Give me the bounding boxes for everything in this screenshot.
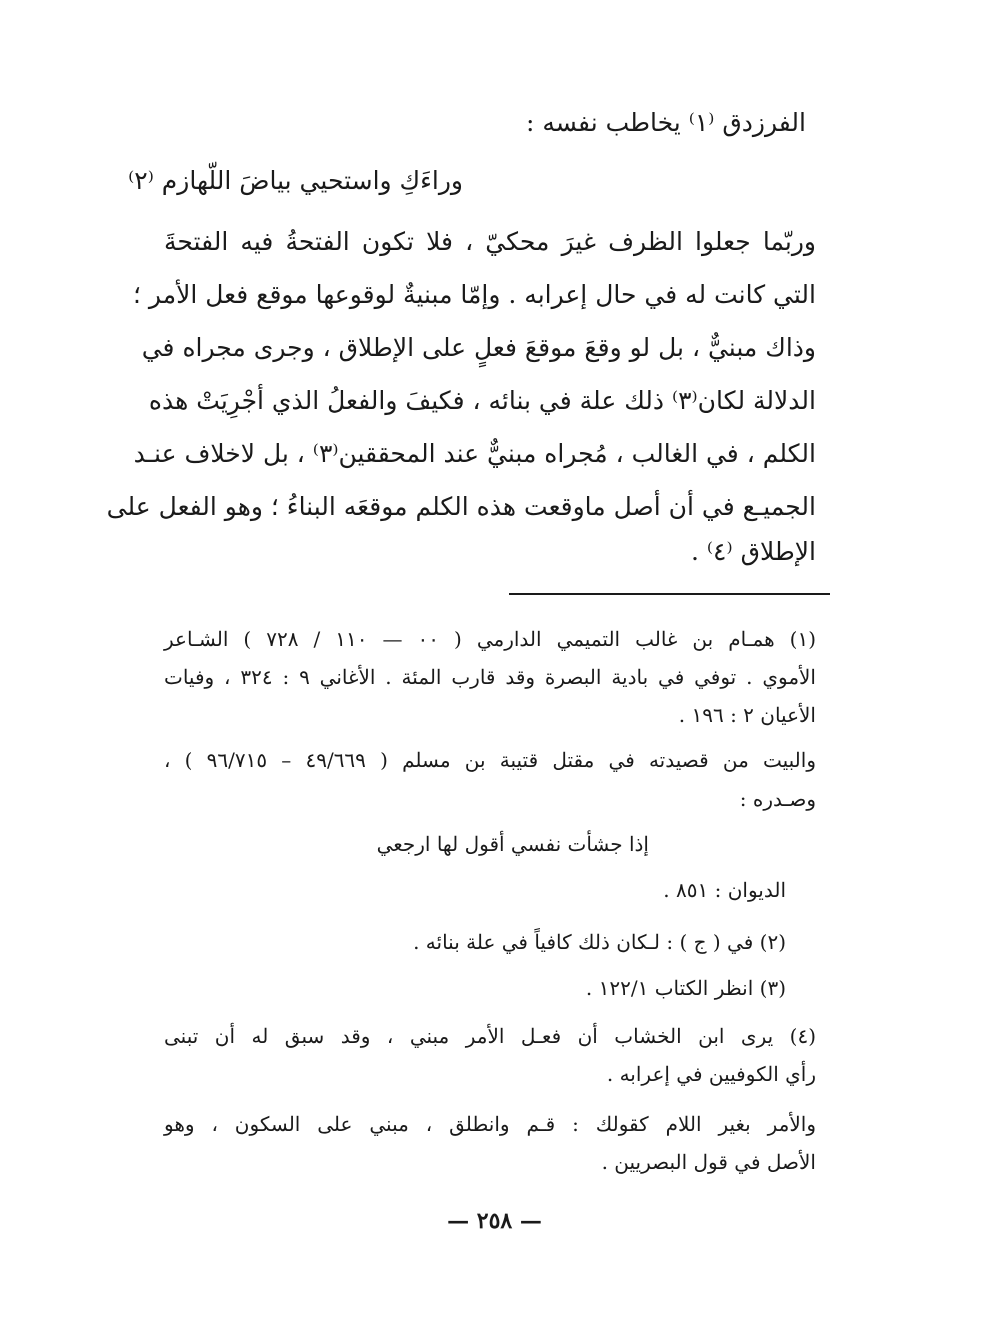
footnote-1-hemistich: إذا جشأت نفسي أقول لها ارجعي [376, 832, 649, 856]
footnote-4-cont-line-1: والأمر بغير اللام كقولك : قـم وانطلق ، مبني على السكون ، وهو [164, 1112, 816, 1136]
footnote-2: (٢) في ( ج ) : لـكان ذلك كافياً في علة بنائه . [413, 930, 786, 954]
footnote-1-line-2: الأموي . توفي في بادية البصرة وقد قارب المئة . الأغاني ٩ : ٣٢٤ ، وفيات [164, 665, 816, 689]
footnote-1-diwan: الديوان : ٨٥١ . [663, 878, 786, 902]
footnote-1-line-3: الأعيان ٢ : ١٩٦ . [678, 703, 816, 727]
paragraph-line-1: وربّما جعلوا الظرف غيرَ محكيّ ، فلا تكون الفتحةُ فيه الفتحةَ [164, 227, 816, 256]
paragraph-line-7: الإطلاق ⁽٤⁾ . [691, 537, 816, 566]
paragraph-line-2: التي كانت له في حال إعرابه . وإمّا مبنيةٌ لوقوعها موقع فعل الأمر ؛ [133, 280, 816, 309]
intro-line: الفرزدق ⁽١⁾ يخاطب نفسه : [525, 108, 806, 137]
footnote-1-verse-intro-line-2: وصـدره : [739, 787, 816, 811]
footnote-4-line-2: رأي الكوفيين في إعرابه . [606, 1062, 816, 1086]
paragraph-line-5: الكلم ، في الغالب ، مُجراه مبنيٌّ عند المحققين⁽٣⁾ ، بل لاخلاف عنـد [133, 439, 816, 468]
footnote-4-cont-line-2: الأصل في قول البصريين . [601, 1150, 816, 1174]
footnote-separator [509, 593, 830, 595]
paragraph-line-6: الجميـع في أن أصل ماوقعت هذه الكلم موقعَه البناءُ ؛ وهو الفعل على [106, 492, 816, 521]
verse-line: وراءَكِ واستحيي بياضَ اللّهازم ⁽٢⁾ [128, 166, 463, 195]
footnote-1-verse-intro-line-1: والبيت من قصيدته في مقتل قتيبة بن مسلم ( ٤٩/٦٦٩ – ٩٦/٧١٥ ) ، [164, 748, 816, 772]
paragraph-line-4: الدلالة لكان⁽٣⁾ ذلك علة في بنائه ، فكيفَ والفعلُ الذي أجْرِيَتْ هذه [148, 386, 816, 415]
paragraph-line-3: وذاك مبنيٌّ ، بل لو وقعَ موقعَ فعلٍ على الإطلاق ، وجرى مجراه في [141, 333, 816, 362]
footnote-1-line-1: (١) همـام بن غالب التميمي الدارمي ( ٠٠ — ١١٠ / ٧٢٨ ) الشـاعر [164, 627, 817, 651]
footnote-4-line-1: (٤) يرى ابن الخشاب أن فعـل الأمر مبني ، وقد سبق له أن تبنى [164, 1024, 816, 1048]
footnote-3: (٣) انظر الكتاب ١٢٢/١ . [585, 976, 786, 1000]
page-number: — ٢٥٨ — [447, 1208, 542, 1234]
